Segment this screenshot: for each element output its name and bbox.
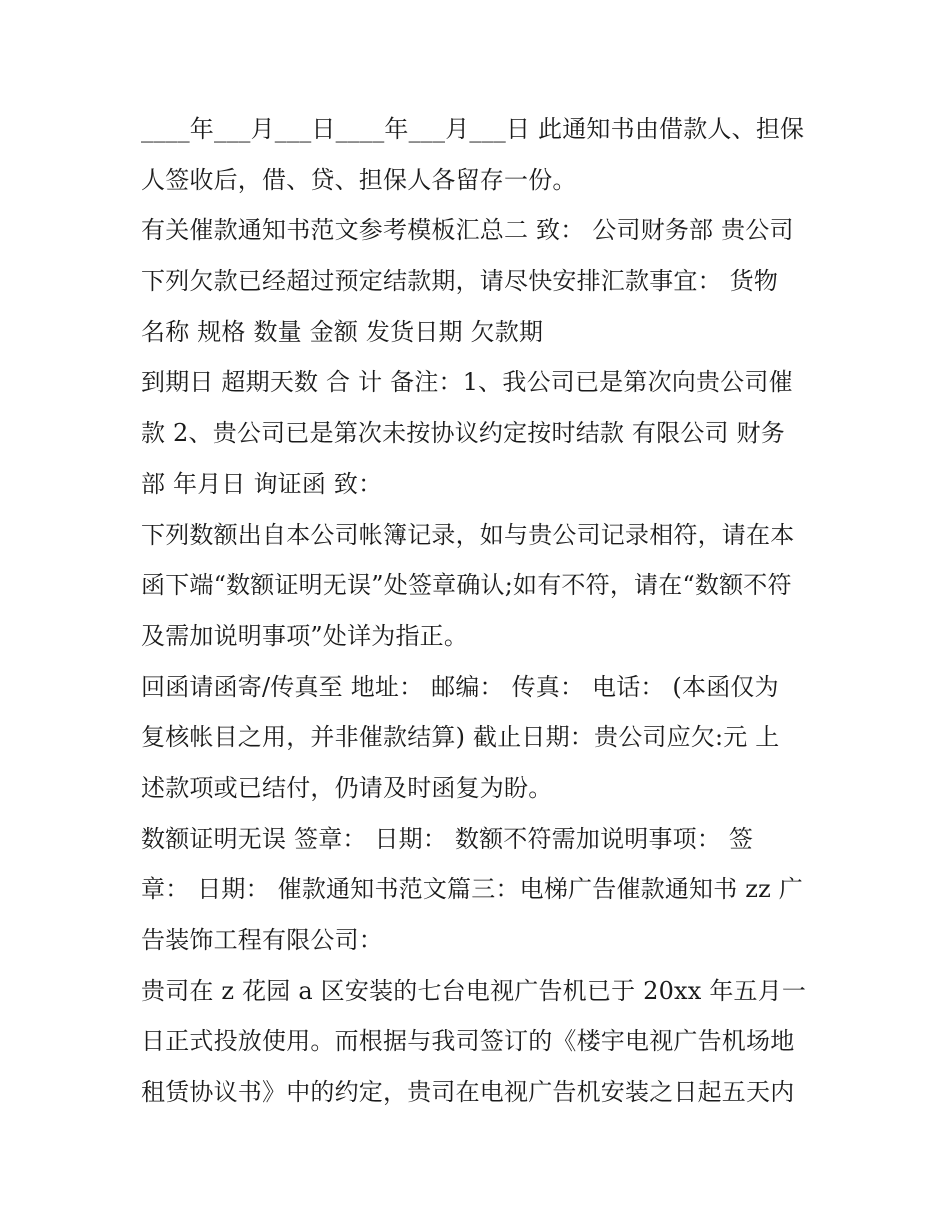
text-line: 款 2、贵公司已是第次未按协议约定按时结款 有限公司 财务 bbox=[141, 419, 785, 448]
text-line: 下列欠款已经超过预定结款期，请尽快安排汇款事宜： 货物 bbox=[141, 267, 779, 296]
text-line: 名称 规格 数量 金额 发货日期 欠款期 bbox=[141, 317, 544, 346]
text-line: 日正式投放使用。而根据与我司签订的《楼宇电视广告机场地 bbox=[141, 1027, 795, 1056]
text-line: 函下端“数额证明无误”处签章确认;如有不符，请在“数额不符 bbox=[141, 571, 792, 600]
text-line: 有关催款通知书范文参考模板汇总二 致： 公司财务部 贵公司 bbox=[141, 216, 794, 245]
text-line: 人签收后，借、贷、担保人各留存一份。 bbox=[141, 165, 577, 194]
document-page bbox=[141, 104, 821, 1118]
text-line: 部 年月日 询证函 致： bbox=[141, 469, 383, 498]
text-line: 回函请函寄/传真至 地址： 邮编： 传真： 电话： (本函仅为 bbox=[141, 672, 779, 701]
text-line: ____年___月___日____年___月___日 此通知书由借款人、担保 bbox=[141, 115, 805, 143]
text-line: 贵司在 z 花园 a 区安装的七台电视广告机已于 20xx 年五月一 bbox=[141, 976, 807, 1005]
text-line: 及需加说明事项”处详为指正。 bbox=[141, 621, 469, 650]
text-line: 章： 日期： 催款通知书范文篇三：电梯广告催款通知书 zz 广 bbox=[141, 875, 804, 904]
text-line: 到期日 超期天数 合 计 备注：1、我公司已是第次向贵公司催 bbox=[141, 368, 793, 397]
text-line: 告装饰工程有限公司： bbox=[141, 926, 383, 954]
text-line: 复核帐目之用，并非催款结算) 截止日期：贵公司应欠:元 上 bbox=[141, 723, 780, 752]
text-line: 下列数额出自本公司帐簿记录，如与贵公司记录相符，请在本 bbox=[141, 520, 795, 549]
text-line: 租赁协议书》中的约定，贵司在电视广告机安装之日起五天内 bbox=[141, 1078, 795, 1107]
text-line: 述款项或已结付，仍请及时函复为盼。 bbox=[141, 773, 553, 802]
text-line: 数额证明无误 签章： 日期： 数额不符需加说明事项： 签 bbox=[141, 824, 754, 853]
